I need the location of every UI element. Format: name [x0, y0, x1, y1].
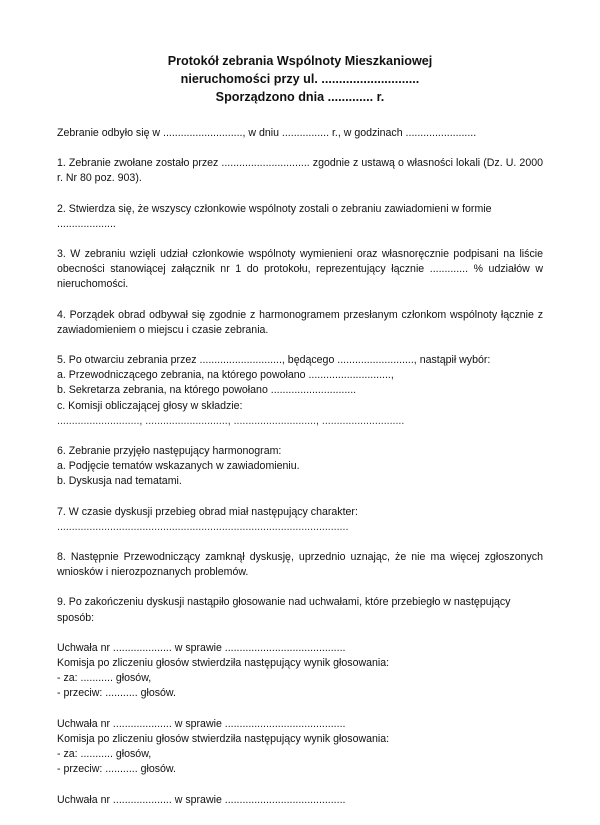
- paragraph-6-lead: 6. Zebranie przyjęło następujący harmonogram:: [57, 445, 282, 458]
- discussion-fill: ...................................................................................................: [57, 520, 349, 533]
- resolution-commission: Komisja po zliczeniu głosów stwierdziła następujący wynik głosowania:: [57, 657, 390, 670]
- paragraph-5-item-c: c. Komisji obliczającej głosy w składzie:: [57, 399, 243, 412]
- resolution-votes-against: - przeciw: ........... głosów.: [57, 687, 176, 700]
- resolution-3: [57, 793, 543, 808]
- document-page: [57, 52, 543, 823]
- paragraph-7-lead: 7. W czasie dyskusji przebieg obrad miał następujący charakter:: [57, 505, 358, 518]
- paragraph-7: [57, 505, 543, 535]
- commission-members-fill: ............................, ............................, ............................, ............................: [57, 414, 405, 427]
- paragraph-5-item-b: b. Sekretarza zebrania, na którego powołano .............................: [57, 384, 357, 397]
- title-line-1: Protokół zebrania Wspólnoty Mieszkaniowej: [167, 54, 433, 68]
- paragraph-4: 4. Porządek obrad odbywał się zgodnie z harmonogramem przesłanym członkom wspólnoty łącznie z zawiadomieniem o miejscu i czasie zebrania.: [57, 308, 543, 336]
- meeting-intro: Zebranie odbyło się w ..........................., w dniu ................ r., w godzinach ........................: [57, 127, 477, 139]
- title-line-2: nieruchomości przy ul. ............................: [180, 72, 420, 86]
- resolution-commission: Komisja po zliczeniu głosów stwierdziła następujący wynik głosowania:: [57, 732, 390, 745]
- paragraph-2: 2. Stwierdza się, że wszyscy członkowie wspólnoty zostali o zebraniu zawiadomieni w formie ....................: [57, 202, 492, 230]
- resolution-header: Uchwała nr .................... w sprawie .........................................: [57, 717, 346, 730]
- paragraph-5: [57, 353, 543, 429]
- paragraph-5-lead: 5. Po otwarciu zebrania przez ............................, będącego .........................., nastąpił wybór:: [57, 354, 491, 367]
- paragraph-3: 3. W zebraniu wzięli udział członkowie wspólnoty wymienieni oraz własnoręcznie podpisani na liście obecności stanowiącej załącznik nr 1 do protokołu, reprezentujący łącznie ............. % udziałów w nieruchomości.: [57, 248, 543, 291]
- resolution-header: Uchwała nr .................... w sprawie .........................................: [57, 641, 346, 654]
- resolution-header: Uchwała nr .................... w sprawie .........................................: [57, 793, 346, 806]
- document-title: [57, 52, 543, 106]
- resolution-votes-for: - za: ........... głosów,: [57, 748, 152, 761]
- paragraph-6-item-b: b. Dyskusja nad tematami.: [57, 475, 182, 488]
- resolution-1: [57, 641, 543, 702]
- paragraph-6: [57, 444, 543, 490]
- resolution-2: [57, 717, 543, 778]
- paragraph-8: 8. Następnie Przewodniczący zamknął dyskusję, uprzednio uznając, że nie ma więcej zgłoszonych wniosków i nierozpoznanych problemów.: [57, 551, 543, 579]
- resolution-votes-against: - przeciw: ........... głosów.: [57, 763, 176, 776]
- paragraph-1: 1. Zebranie zwołane zostało przez .............................. zgodnie z ustawą o własności lokali (Dz. U. 2000 r. Nr 80 poz. 903).: [57, 157, 543, 185]
- paragraph-9: 9. Po zakończeniu dyskusji nastąpiło głosowanie nad uchwałami, które przebiegło w następujący sposób:: [57, 596, 511, 624]
- paragraph-5-item-a: a. Przewodniczącego zebrania, na którego powołano ............................,: [57, 369, 394, 382]
- title-line-3: Sporządzono dnia ............. r.: [215, 90, 385, 104]
- paragraph-6-item-a: a. Podjęcie tematów wskazanych w zawiadomieniu.: [57, 460, 300, 473]
- resolution-votes-for: - za: ........... głosów,: [57, 672, 152, 685]
